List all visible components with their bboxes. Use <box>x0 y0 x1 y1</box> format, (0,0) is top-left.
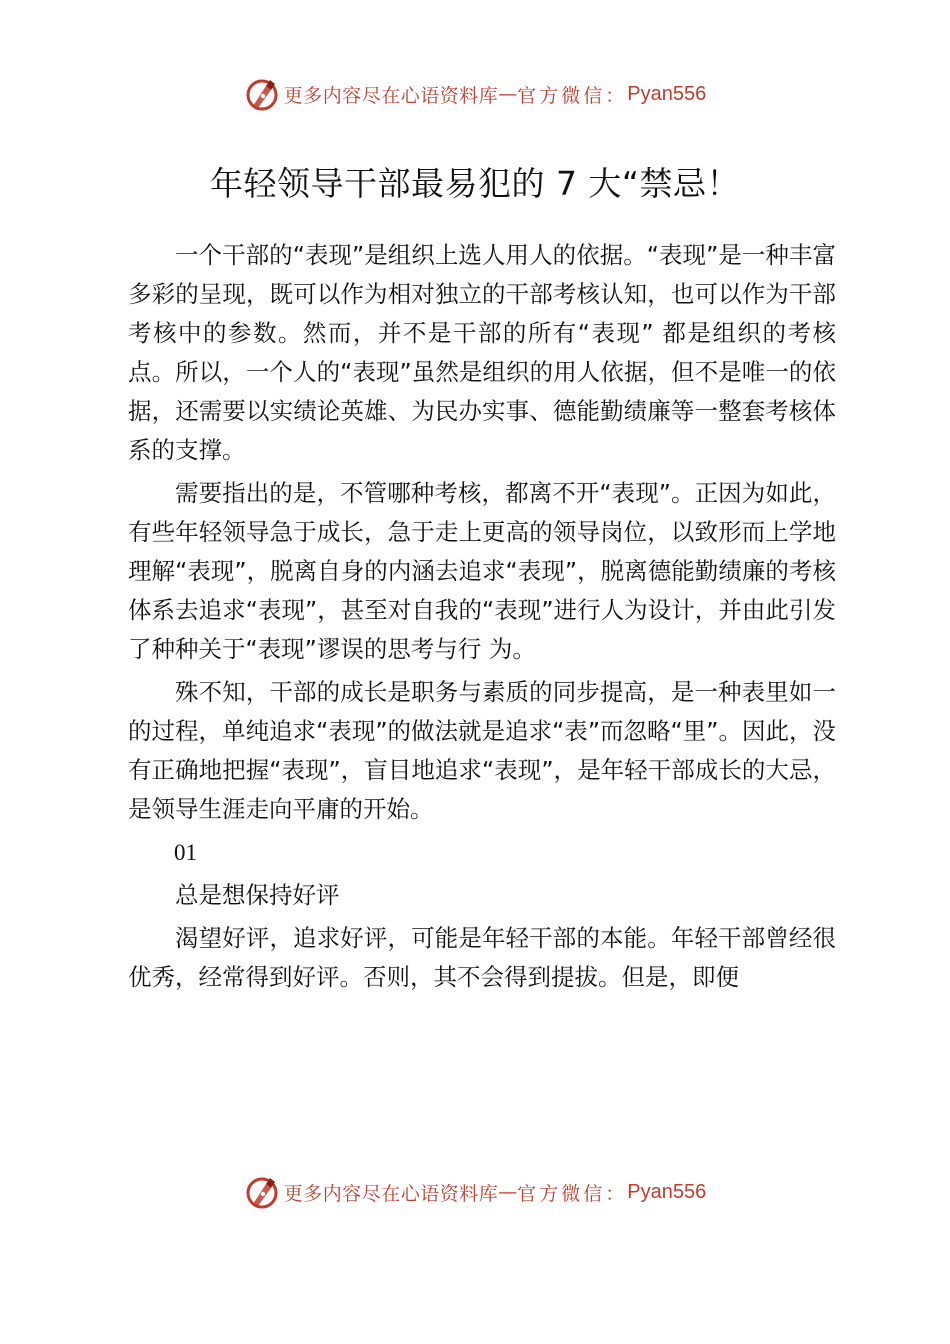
watermark-wechat-id: Pyan556 <box>627 1180 707 1203</box>
body-paragraph-3: 殊不知，干部的成长是职务与素质的同步提高，是一种表里如一的过程，单纯追求“表现”的做法就是追求“表”而忽略“里”。因此，没有正确地把握“表现”，盲目地追求“表现”，是年轻干部成长的大忌，是领导生涯走向平庸的开始。 <box>128 678 836 823</box>
watermark-wechat-label: 官方微信： <box>517 1182 628 1205</box>
document-title: 年轻领导干部最易犯的 7 大“禁忌！ <box>209 164 741 203</box>
watermark-text: 更多内容尽在心语资料库 <box>283 1182 499 1205</box>
watermark-dash: — <box>498 83 518 105</box>
body-paragraph-1: 一个干部的“表现”是组织上选人用人的依据。“表现”是一种丰富多彩的呈现，既可以作为相对独立的干部考核认知，也可以作为干部考核中的参数。然而，并不是干部的所有“表现” 都是组织的考核点。所以，一个人的“表现”虽然是组织的用人依据，但不是唯一的依据，还需要以实绩论英雄、为民办实事、德能勤绩廉等一整套考核体系的支撑。 <box>128 241 836 464</box>
pen-nib-seal-icon <box>244 76 280 112</box>
section-number: 01 <box>174 840 197 865</box>
section-heading: 总是想保持好评 <box>175 881 340 909</box>
footer-watermark <box>0 1172 950 1212</box>
document-body <box>128 236 836 1001</box>
watermark-wechat-id: Pyan556 <box>627 82 707 105</box>
pen-nib-seal-icon <box>244 1174 280 1210</box>
header-watermark <box>0 74 950 114</box>
watermark-text: 更多内容尽在心语资料库 <box>283 84 499 107</box>
watermark-dash: — <box>498 1181 518 1203</box>
watermark-wechat-label: 官方微信： <box>517 84 628 107</box>
section-paragraph: 渴望好评，追求好评，可能是年轻干部的本能。年轻干部曾经很优秀，经常得到好评。否则，其不会得到提拔。但是，即便 <box>128 924 836 991</box>
body-paragraph-2: 需要指出的是，不管哪种考核，都离不开“表现”。正因为如此，有些年轻领导急于成长，急于走上更高的领导岗位，以致形而上学地理解“表现”，脱离自身的内涵去追求“表现”，脱离德能勤绩廉的考核体系去追求“表现”，甚至对自我的“表现”进行人为设计，并由此引发了种种关于“表现”谬误的思考与行 为。 <box>128 479 836 663</box>
